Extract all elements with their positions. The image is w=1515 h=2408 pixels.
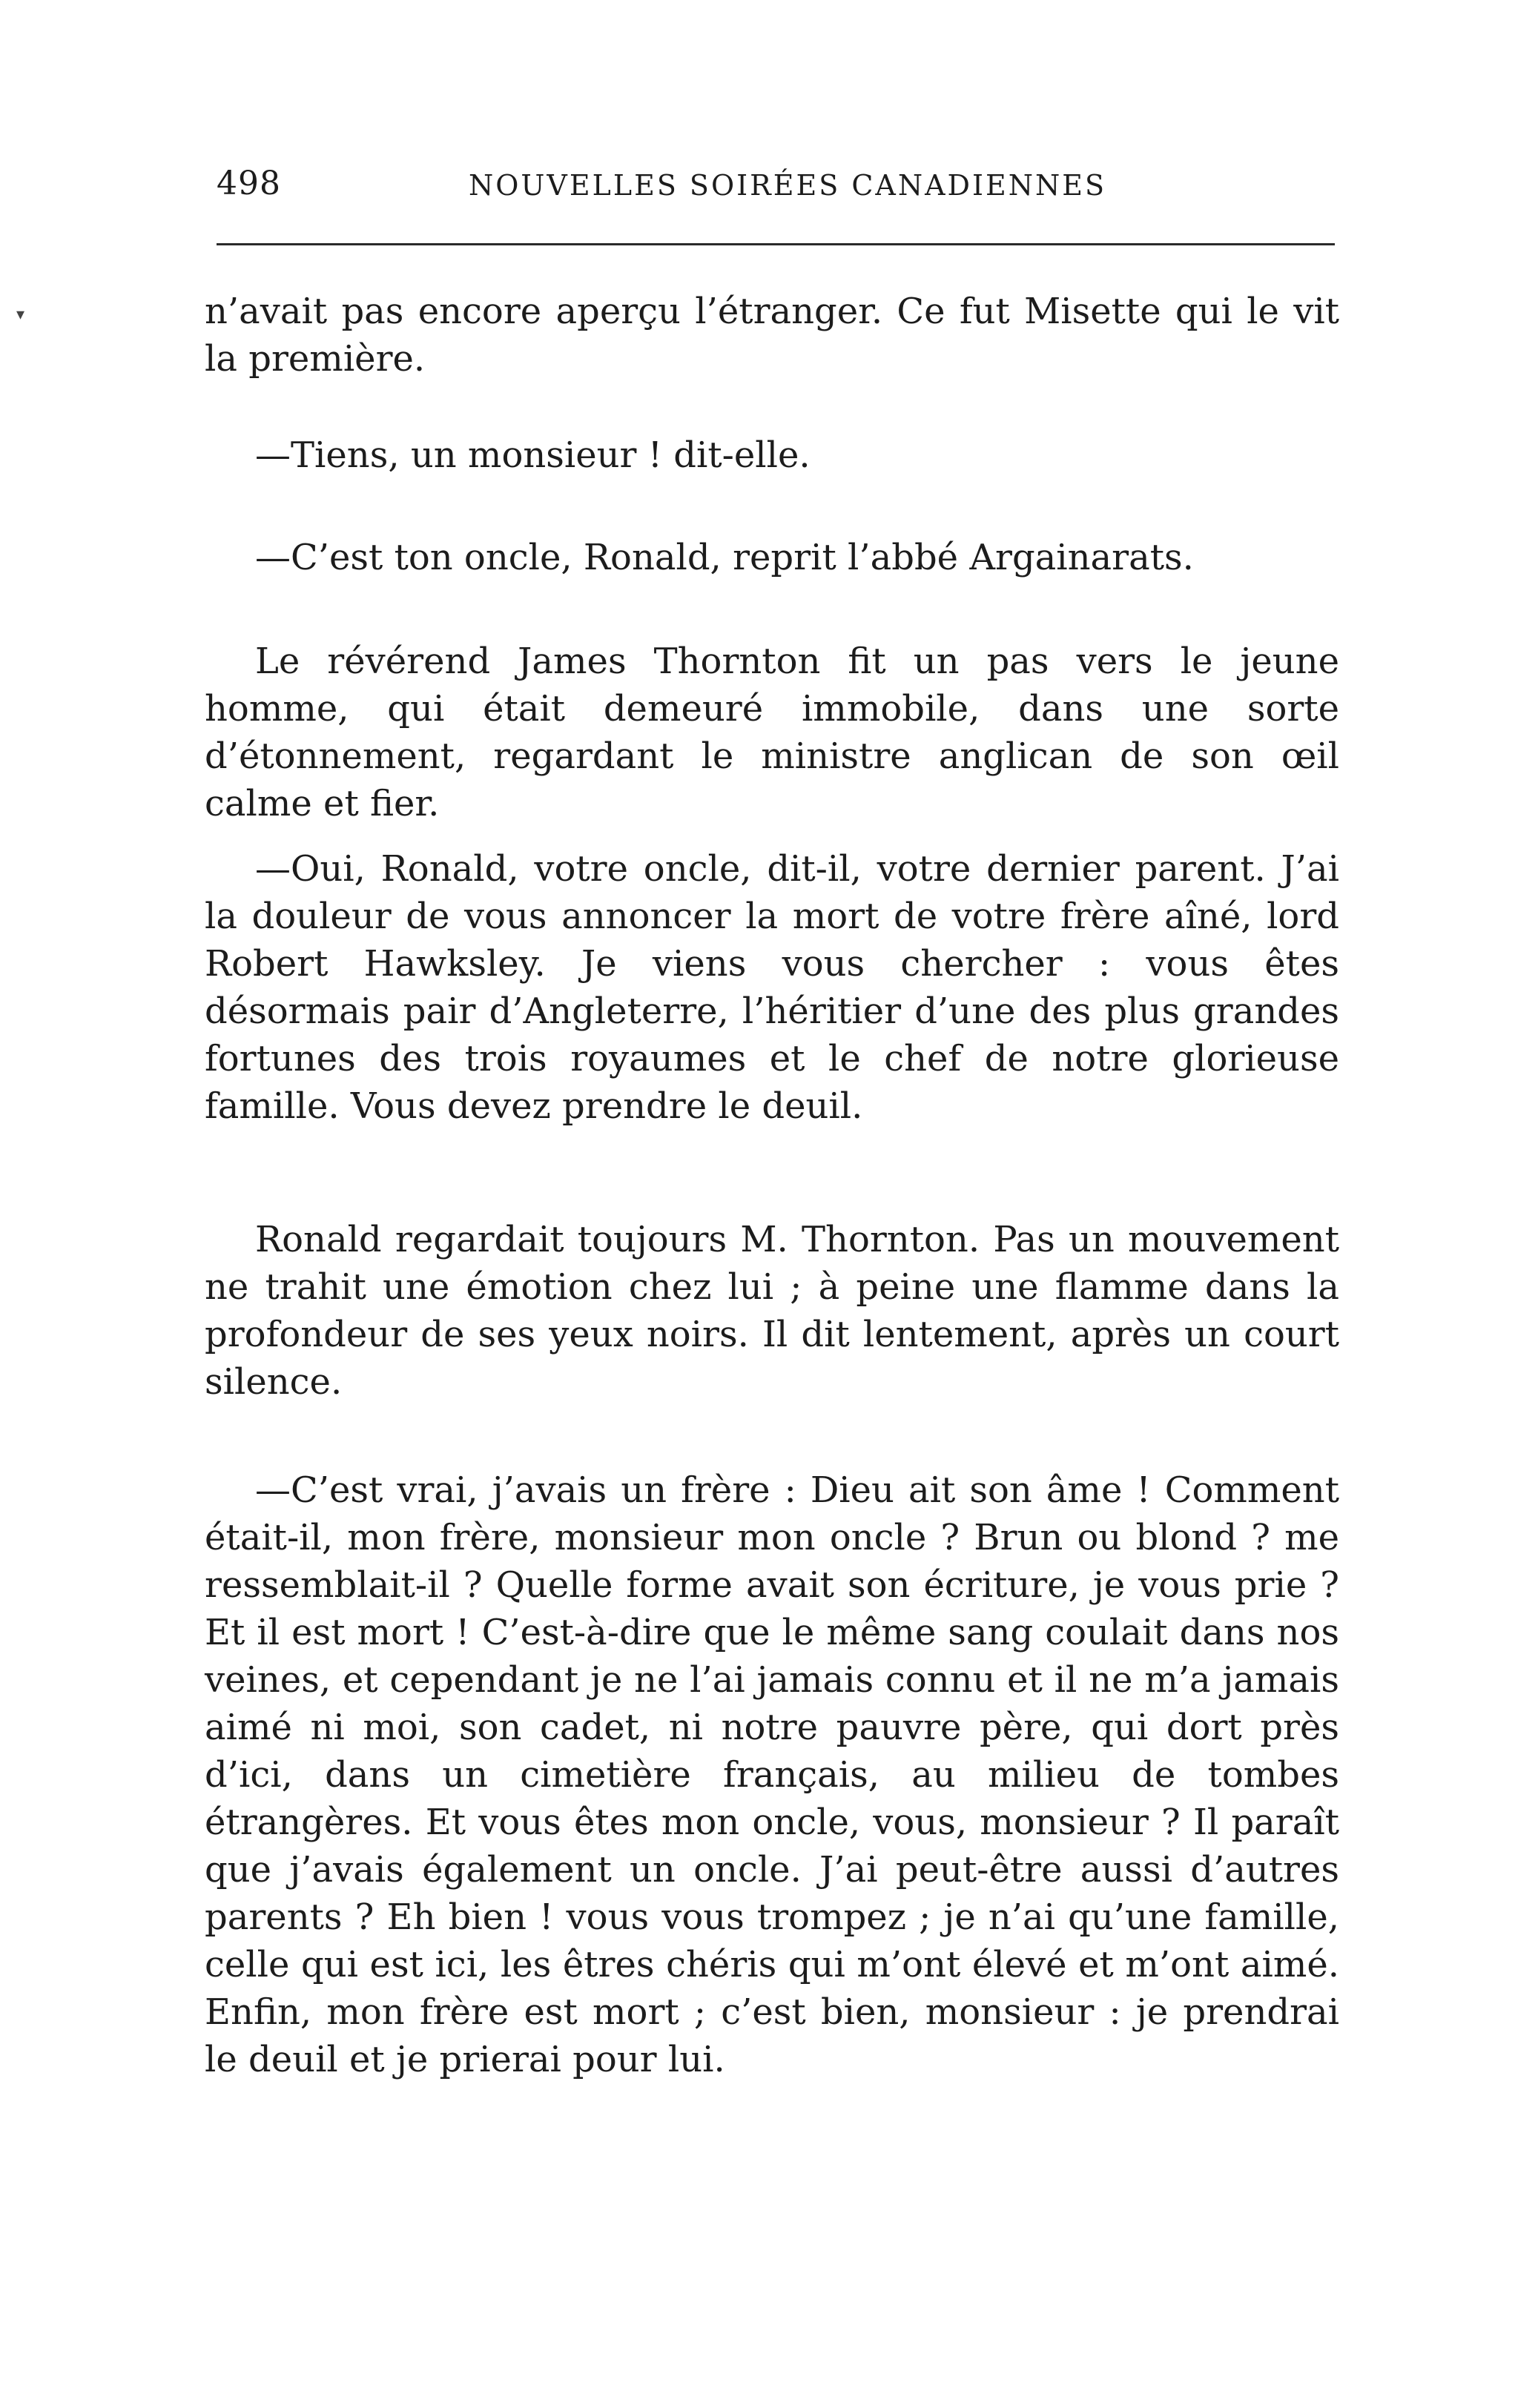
paragraph-2: —Tiens, un monsieur ! dit-elle.	[255, 434, 811, 476]
paragraph-4: Le révérend James Thornton fit un pas vers le jeune homme, qui était demeuré immobile, dans une sorte d’étonnement, regardant le ministre anglican de son œil calme et fier.	[205, 641, 1339, 824]
margin-speck: ▾	[16, 305, 25, 324]
page-header	[217, 162, 1335, 206]
header-rule	[217, 243, 1335, 245]
running-title: NOUVELLES SOIRÉES CANADIENNES	[469, 169, 1107, 202]
page-number: 498	[217, 165, 281, 202]
paragraph-1: n’avait pas encore aperçu l’étranger. Ce fut Misette qui le vit la première.	[205, 291, 1339, 380]
paragraph-6: Ronald regardait toujours M. Thornton. Pas un mouvement ne trahit une émotion chez lui ; à peine une flamme dans la profondeur de ses yeux noirs. Il dit lentement, après un court silence.	[205, 1219, 1339, 1403]
paragraph-3: —C’est ton oncle, Ronald, reprit l’abbé Argainarats.	[255, 537, 1194, 578]
paragraph-5: —Oui, Ronald, votre oncle, dit-il, votre dernier parent. J’ai la douleur de vous annoncer la mort de votre frère aîné, lord Robert Hawksley. Je viens vous chercher : vous êtes désormais pair d’Angleterre, l’héritier d’une des plus grandes fortunes des trois royaumes et le chef de notre glorieuse famille. Vous devez prendre le deuil.	[205, 848, 1339, 1127]
paragraph-7: —C’est vrai, j’avais un frère : Dieu ait son âme ! Comment était-il, mon frère, monsieur mon oncle ? Brun ou blond ? me ressemblait-il ? Quelle forme avait son écriture, je vous prie ? Et il est mort ! C’est-à-dire que le même sang coulait dans nos veines, et cependant je ne l’ai jamais connu et il ne m’a jamais aimé ni moi, son cadet, ni notre pauvre père, qui dort près d’ici, dans un cimetière français, au milieu de tombes étrangères. Et vous êtes mon oncle, vous, monsieur ? Il paraît que j’avais également un oncle. J’ai peut-être aussi d’autres parents ? Eh bien ! vous vous trompez ; je n’ai qu’une famille, celle qui est ici, les êtres chéris qui m’ont élevé et m’ont aimé. Enfin, mon frère est mort ; c’est bien, monsieur : je prendrai le deuil et je prierai pour lui.	[205, 1469, 1339, 2080]
